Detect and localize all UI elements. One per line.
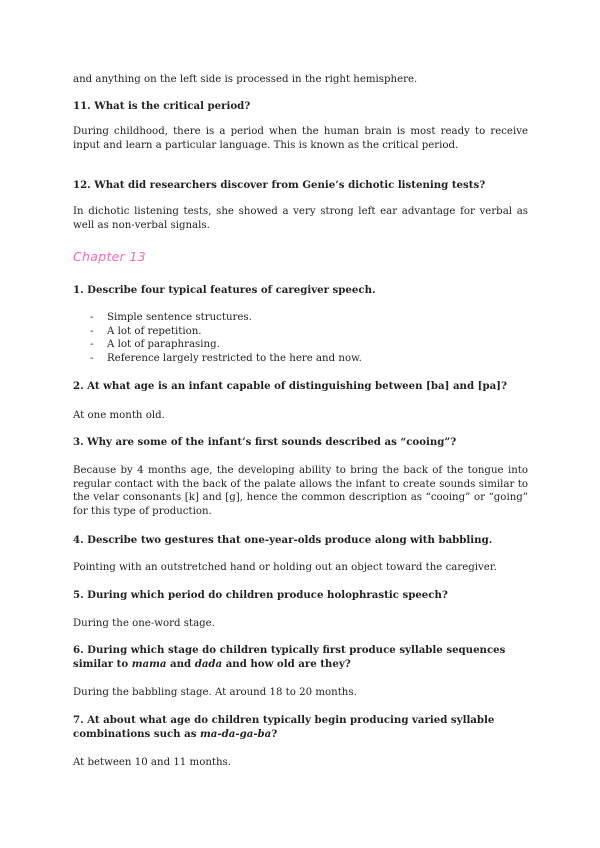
chapter-question-2 — [73, 380, 528, 394]
continuation-paragraph — [73, 73, 528, 87]
question-heading: 2. At what age is an infant capable of distinguishing between [ba] and [pa]? — [73, 380, 507, 392]
question-11 — [73, 100, 528, 114]
answer-text: During the babbling stage. At around 18 to 20 months. — [73, 687, 357, 698]
chapter-question-3 — [73, 436, 528, 450]
chapter-question-6 — [73, 644, 528, 671]
chapter-heading: Chapter 13 — [73, 249, 146, 264]
question-heading: 3. Why are some of the infant’s first sounds described as “cooing”? — [73, 436, 457, 448]
chapter-answer-5 — [73, 617, 528, 631]
answer-11 — [73, 125, 528, 152]
answer-text: Because by 4 months age, the developing ability to bring the back of the tongue into regular contact with the back of the palate allows the infant to create sounds similar to the velar consonants [k] and [g], hence the common description as “cooing” or “going” for this type of production. — [73, 465, 528, 517]
list-item: - Reference largely restricted to the here and now. — [90, 352, 362, 364]
question-12 — [73, 179, 528, 193]
answer-text: At between 10 and 11 months. — [73, 757, 232, 768]
list-item: - A lot of paraphrasing. — [90, 339, 220, 351]
list-item: - A lot of repetition. — [90, 325, 202, 337]
continuation-text: and anything on the left side is processed in the right hemisphere. — [73, 74, 418, 85]
question-heading: 5. During which period do children produce holophrastic speech? — [73, 589, 448, 601]
answer-text: Pointing with an outstretched hand or holding out an object toward the caregiver. — [73, 562, 497, 573]
caregiver-speech-list — [73, 311, 528, 365]
chapter-question-7 — [73, 714, 528, 741]
chapter-question-4 — [73, 534, 528, 548]
answer-12 — [73, 205, 528, 232]
list-item: - Simple sentence structures. — [90, 312, 252, 323]
chapter-question-1 — [73, 284, 528, 298]
chapter-answer-7 — [73, 756, 528, 770]
question-heading: 6. During which stage do children typically first produce syllable sequences similar to mama and dada and how old are they? — [73, 644, 506, 670]
chapter-answer-4 — [73, 561, 528, 575]
question-heading: 11. What is the critical period? — [73, 100, 251, 112]
question-heading: 12. What did researchers discover from Genie’s dichotic listening tests? — [73, 179, 486, 191]
chapter-question-5 — [73, 589, 528, 603]
answer-text: In dichotic listening tests, she showed a very strong left ear advantage for verbal as well as non-verbal signals. — [73, 206, 528, 231]
question-heading: 1. Describe four typical features of caregiver speech. — [73, 284, 376, 296]
chapter-answer-3 — [73, 464, 528, 518]
answer-text: At one month old. — [73, 410, 165, 421]
answer-text: During childhood, there is a period when the human brain is most ready to receive input and learn a particular language. This is known as the critical period. — [73, 126, 528, 151]
chapter-answer-6 — [73, 686, 528, 700]
question-heading: 4. Describe two gestures that one-year-olds produce along with babbling. — [73, 534, 493, 546]
answer-text: During the one-word stage. — [73, 618, 215, 629]
chapter-answer-2 — [73, 409, 528, 423]
question-heading: 7. At about what age do children typically begin producing varied syllable combinations such as ma-da-ga-ba? — [73, 714, 495, 740]
